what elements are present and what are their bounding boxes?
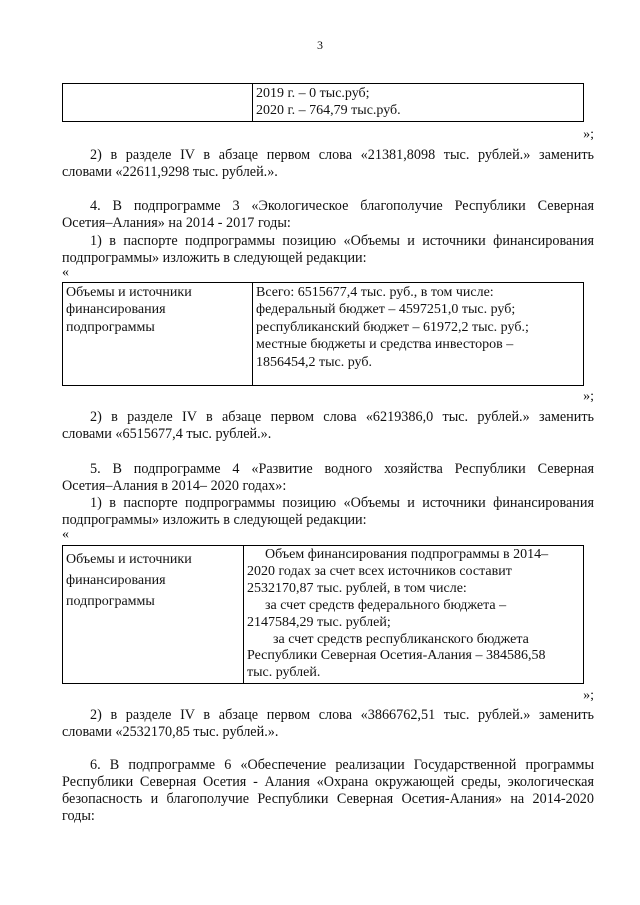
paragraph-line: годы: — [62, 808, 95, 824]
paragraph-subprogram-4 — [62, 461, 594, 495]
table-label-line: подпрограммы — [66, 594, 155, 609]
table-value-line: Всего: 6515677,4 тыс. руб., в том числе: — [256, 285, 494, 300]
table-value-line: федеральный бюджет – 4597251,0 тыс. руб; — [256, 302, 516, 318]
closing-mark: »; — [583, 688, 594, 703]
paragraph-subprogram-4-item-2 — [62, 707, 594, 741]
paragraph-line: Осетия–Алания» на 2014 - 2017 годы: — [62, 215, 291, 231]
table-value-cell — [244, 546, 584, 684]
paragraph-line: 2) в разделе IV в абзаце первом слова «3866762,51 тыс. рублей.» заменить — [90, 707, 594, 723]
paragraph-line: 4. В подпрограмме 3 «Экологическое благополучие Республики Северная — [90, 198, 594, 214]
table-value-line: за счет средств федерального бюджета – — [265, 597, 507, 613]
table-label-line: подпрограммы — [66, 319, 155, 335]
table-value-line: 2532170,87 тыс. рублей, в том числе: — [247, 580, 467, 596]
paragraph-line: словами «22611,9298 тыс. рублей.». — [62, 164, 278, 180]
subprogram-3-passport-table — [62, 282, 584, 386]
paragraph-subprogram-3-item-2 — [62, 409, 594, 443]
paragraph-line: Республики Северная Осетия - Алания «Охрана окружающей среды, экологическая — [62, 774, 594, 790]
table-label-cell — [63, 283, 253, 386]
table-value-line: местные бюджеты и средства инвесторов – — [256, 337, 514, 353]
top-table-line: 2020 г. – 764,79 тыс.руб. — [256, 103, 401, 119]
subprogram-4-passport-table — [62, 545, 584, 684]
table-label-line: финансирования — [66, 573, 166, 588]
table-label-cell — [63, 546, 244, 684]
top-table — [62, 83, 584, 122]
table-value-line: республиканский бюджет – 61972,2 тыс. руб.; — [256, 319, 529, 335]
paragraph-line: подпрограммы» изложить в следующей редакции: — [62, 250, 367, 266]
top-table-right-cell — [253, 84, 584, 122]
paragraph-line: словами «6515677,4 тыс. рублей.». — [62, 426, 272, 442]
table-value-line: Республики Северная Осетия-Алания – 384586,58 — [247, 648, 546, 664]
paragraph-line: 1) в паспорте подпрограммы позицию «Объемы и источники финансирования — [90, 233, 594, 249]
paragraph-line: 2) в разделе IV в абзаце первом слова «21381,8098 тыс. рублей.» заменить — [90, 147, 594, 163]
paragraph-subprogram-4-item-1 — [62, 495, 594, 529]
table-value-line: 2020 годах за счет всех источников составит — [247, 563, 512, 579]
table-label-line: Объемы и источники — [66, 285, 192, 300]
open-quote: « — [62, 527, 69, 542]
paragraph-section-iv-a — [62, 147, 594, 181]
paragraph-line: подпрограммы» изложить в следующей редакции: — [62, 512, 367, 528]
table-value-line: за счет средств республиканского бюджета — [273, 631, 529, 647]
table-label-line: Объемы и источники — [66, 552, 192, 567]
paragraph-line: 5. В подпрограмме 4 «Развитие водного хозяйства Республики Северная — [90, 461, 594, 477]
top-table-line: 2019 г. – 0 тыс.руб; — [256, 86, 370, 101]
paragraph-line: Осетия–Алания в 2014– 2020 годах»: — [62, 478, 287, 494]
paragraph-line: безопасность и благополучие Республики Северная Осетия-Алания» на 2014-2020 — [62, 791, 594, 807]
table-label-line: финансирования — [66, 302, 166, 318]
paragraph-subprogram-6 — [62, 757, 594, 825]
table-value-cell — [253, 283, 584, 386]
page-number: 3 — [317, 38, 323, 52]
paragraph-line: 6. В подпрограмме 6 «Обеспечение реализации Государственной программы — [90, 757, 594, 773]
top-table-left-cell — [63, 84, 253, 122]
table-value-line: Объем финансирования подпрограммы в 2014– — [265, 547, 549, 562]
paragraph-subprogram-3-item-1 — [62, 233, 594, 267]
table-value-line: 1856454,2 тыс. руб. — [256, 354, 372, 370]
paragraph-line: словами «2532170,85 тыс. рублей.». — [62, 724, 279, 740]
paragraph-line: 2) в разделе IV в абзаце первом слова «6219386,0 тыс. рублей.» заменить — [90, 409, 594, 425]
open-quote: « — [62, 265, 69, 280]
paragraph-subprogram-3 — [62, 198, 594, 232]
paragraph-line: 1) в паспорте подпрограммы позицию «Объемы и источники финансирования — [90, 495, 594, 511]
table-value-line: 2147584,29 тыс. рублей; — [247, 614, 391, 630]
closing-mark: »; — [583, 389, 594, 404]
closing-mark: »; — [583, 127, 594, 142]
table-value-line: тыс. рублей. — [247, 665, 321, 681]
